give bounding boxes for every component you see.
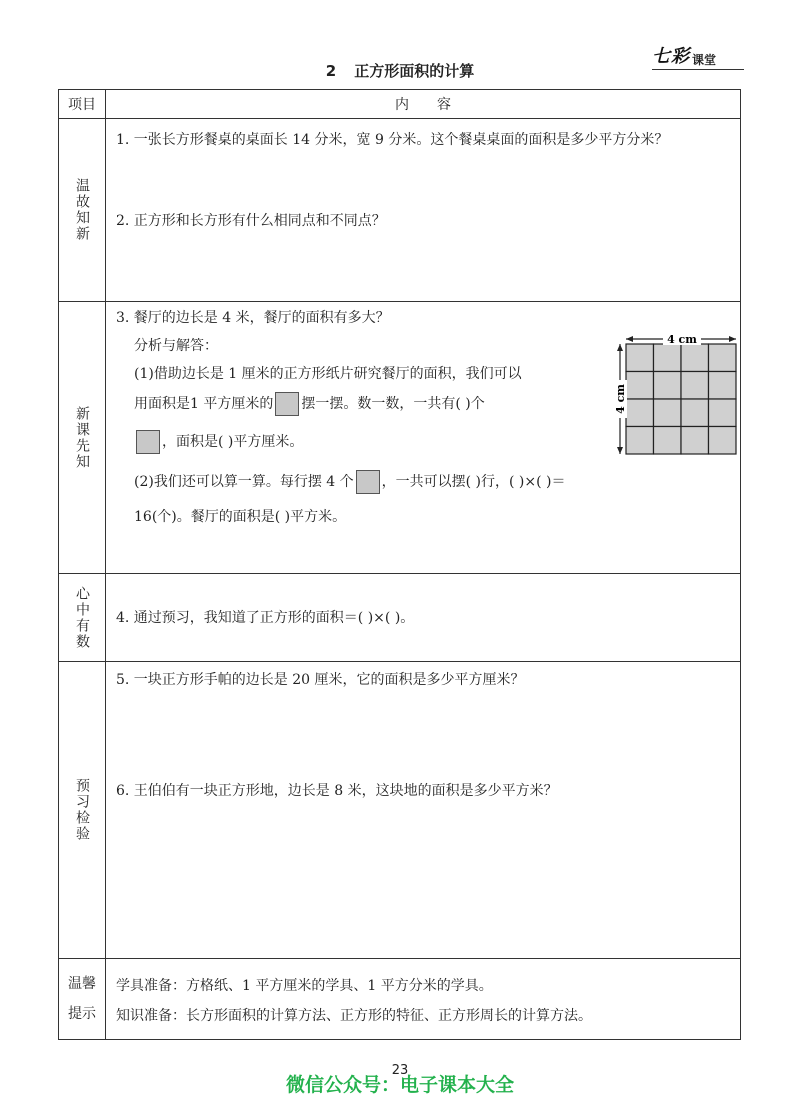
title-text: 正方形面积的计算 [354, 62, 475, 80]
check-content [106, 662, 740, 958]
page-number: 23 [391, 1063, 409, 1078]
review-label-cell [59, 119, 106, 301]
header-content-cell [106, 90, 740, 118]
top-arrow-right [729, 336, 736, 342]
tips-label-cell [59, 959, 106, 1039]
mind-row [59, 574, 740, 662]
top-arrow-left [626, 336, 633, 342]
check-label-cell [59, 662, 106, 958]
tips-content [106, 959, 740, 1039]
title-number: 2 [325, 62, 337, 80]
grid-cell [681, 344, 709, 372]
question-3-part2-line2: 16(个)。餐厅的面积是( )平方米。 [134, 509, 347, 525]
grid-cell [681, 372, 709, 400]
unit-square-icon [136, 430, 160, 454]
part2-line1-b: ，一共可以摆( )行，( )×( )＝ [381, 474, 566, 490]
grid-cell [626, 399, 654, 427]
review-content [106, 119, 740, 301]
grid-cell [681, 427, 709, 455]
grid-cell [654, 372, 682, 400]
part1-line2-a: 用面积是1 平方厘米的 [134, 396, 274, 412]
grid-cell [654, 344, 682, 372]
question-6: 6. 王伯伯有一块正方形地，边长是 8 米，这块地的面积是多少平方米？ [116, 783, 558, 799]
question-3-part1-line3 [134, 430, 303, 454]
footer-watermark: 微信公众号：电子课本大全 [285, 1074, 514, 1096]
grid-cell [709, 399, 737, 427]
grid-cell [654, 427, 682, 455]
new-lesson-label-cell [59, 302, 106, 573]
grid-cell [626, 344, 654, 372]
tips-label-bottom: 提示 [68, 1006, 96, 1022]
tips-row [59, 959, 740, 1039]
grid-cell [654, 399, 682, 427]
tips-line-2: 知识准备：长方形面积的计算方法、正方形的特征、正方形周长的计算方法。 [116, 1008, 592, 1024]
square-grid-figure [558, 330, 748, 458]
grid-top-label: 4 cm [667, 333, 697, 346]
question-2: 2. 正方形和长方形有什么相同点和不同点？ [116, 213, 386, 229]
logo-brand: 七彩 [652, 46, 690, 67]
question-3-analysis: 分析与解答： [134, 338, 218, 354]
page-title [0, 60, 800, 81]
grid-cell [709, 372, 737, 400]
lesson-table [58, 89, 741, 1040]
part1-line3: ，面积是( )平方厘米。 [162, 434, 304, 450]
new-lesson-label: 新课先知 [74, 405, 90, 470]
review-label: 温故知新 [74, 178, 90, 242]
logo-brand-2: 课堂 [692, 53, 717, 67]
check-label: 预习检验 [74, 778, 90, 842]
grid-cell [709, 427, 737, 455]
question-3-part1-line1: (1)借助边长是 1 厘米的正方形纸片研究餐厅的面积，我们可以 [134, 366, 522, 382]
header-item-cell: 项目 [59, 90, 106, 118]
grid-cell [681, 399, 709, 427]
tips-label-top: 温馨 [68, 976, 96, 992]
question-3-stem: 3. 餐厅的边长是 4 米，餐厅的面积有多大？ [116, 310, 390, 326]
side-arrow-bottom [617, 447, 623, 454]
grid-side-label: 4 cm [614, 384, 627, 414]
unit-square-icon [275, 392, 299, 416]
tips-line-1: 学具准备：方格纸、1 平方厘米的学具、1 平方分米的学具。 [116, 978, 493, 994]
question-3-part2-line1 [134, 470, 566, 494]
mind-label: 心中有数 [74, 585, 90, 650]
mind-label-cell [59, 574, 106, 661]
grid-cell [626, 427, 654, 455]
grid-cell [709, 344, 737, 372]
question-4: 4. 通过预习，我知道了正方形的面积＝( )×( )。 [116, 610, 415, 626]
grid-cell [626, 372, 654, 400]
question-3-part1-line2 [134, 392, 485, 416]
header-content-label: 内容 [395, 97, 479, 113]
unit-square-icon [356, 470, 380, 494]
question-1: 1. 一张长方形餐桌的桌面长 14 分米，宽 9 分米。这个餐桌桌面的面积是多少平方分米？ [116, 132, 669, 148]
check-row [59, 662, 740, 959]
question-5: 5. 一块正方形手帕的边长是 20 厘米，它的面积是多少平方厘米？ [116, 672, 525, 688]
header-row [59, 90, 740, 119]
mind-content [106, 574, 740, 661]
review-row [59, 119, 740, 302]
part1-line2-b: 摆一摆。数一数，一共有( )个 [301, 396, 485, 412]
part2-line1-a: (2)我们还可以算一算。每行摆 4 个 [134, 474, 354, 490]
side-arrow-top [617, 344, 623, 351]
